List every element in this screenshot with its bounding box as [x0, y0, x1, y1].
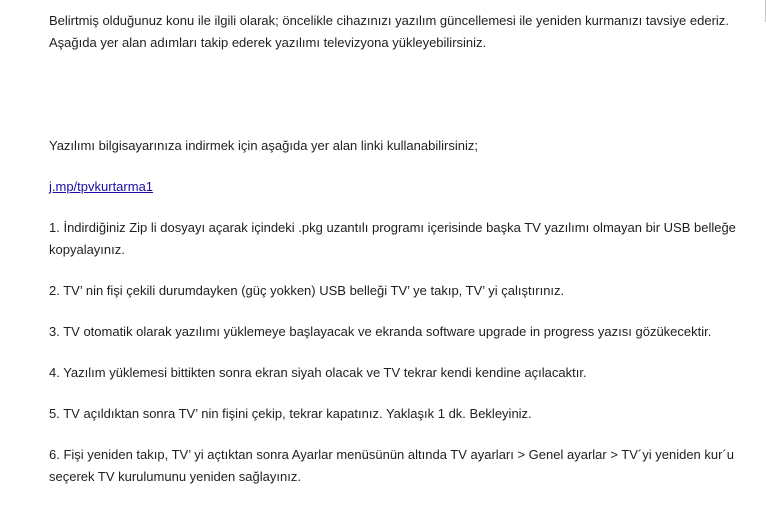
step-1: 1. İndirdiğiniz Zip li dosyayı açarak içindeki .pkg uzantılı programı içerisinde başka TV yazılımı olmayan bir USB belleğe kopyalayınız.	[49, 220, 736, 257]
step-4: 4. Yazılım yüklemesi bittikten sonra ekran siyah olacak ve TV tekrar kendi kendine açılacaktır.	[49, 365, 587, 380]
message-body	[49, 10, 739, 488]
step-2: 2. TV’ nin fişi çekili durumdayken (güç yokken) USB belleği TV’ ye takıp, TV’ yi çalıştırınız.	[49, 283, 565, 298]
step-6: 6. Fişi yeniden takıp, TV’ yi açtıktan sonra Ayarlar menüsünün altında TV ayarları > Genel ayarlar > TV´yi yeniden kur´u seçerek TV kurulumunu yeniden sağlayınız.	[49, 447, 735, 484]
download-link[interactable]: j.mp/tpvkurtarma1	[49, 179, 154, 194]
download-link-line	[49, 176, 739, 198]
step-5: 5. TV açıldıktan sonra TV’ nin fişini çekip, tekrar kapatınız. Yaklaşık 1 dk. Bekleyiniz.	[49, 406, 532, 421]
download-instruction-text: Yazılımı bilgisayarınıza indirmek için aşağıda yer alan linki kullanabilirsiniz;	[49, 138, 478, 153]
step-3: 3. TV otomatik olarak yazılımı yüklemeye başlayacak ve ekranda software upgrade in progress yazısı gözükecektir.	[49, 324, 712, 339]
intro-paragraph: Belirtmiş olduğunuz konu ile ilgili olarak; öncelikle cihazınızı yazılım güncellemesi ile yeniden kurmanızı tavsiye ederiz. Aşağıda yer alan adımları takip ederek yazılımı televizyona yükleyebilirsiniz.	[49, 13, 729, 50]
